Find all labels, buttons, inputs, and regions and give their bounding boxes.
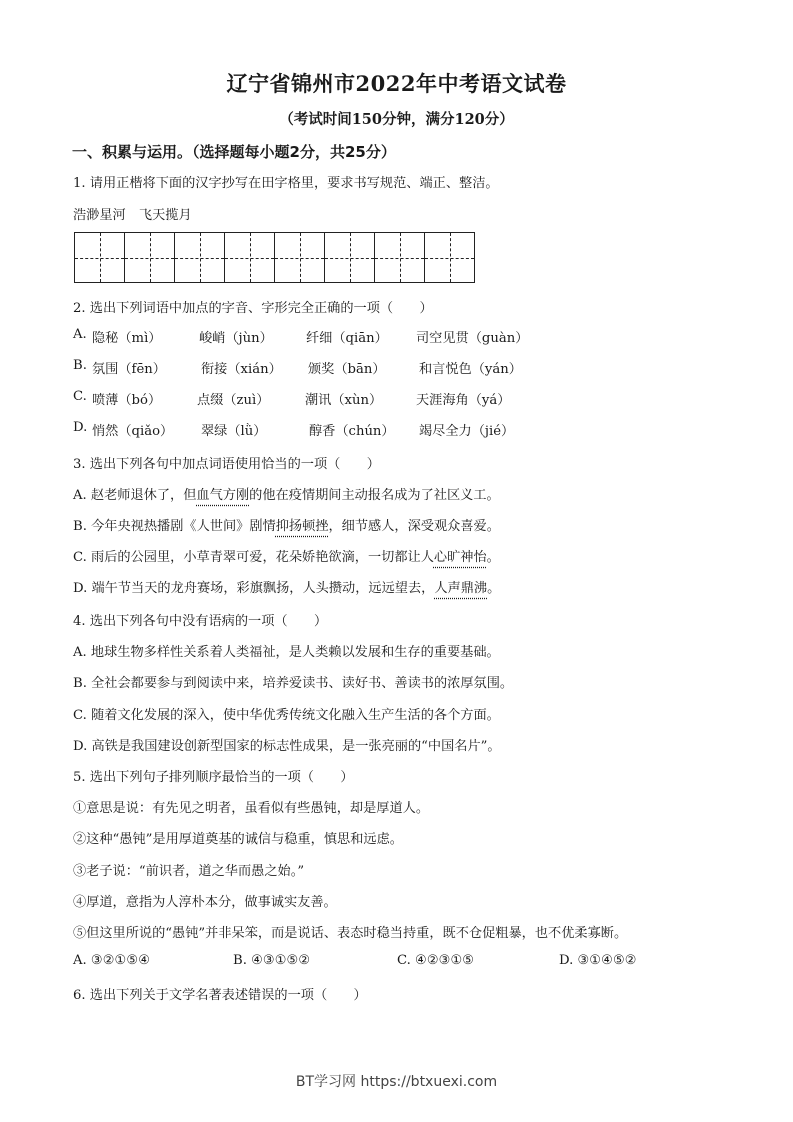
q5-stem: 5. 选出下列句子排列顺序最恰当的一项（ ） xyxy=(73,770,354,785)
emphasized-phrase: 血气方刚 xyxy=(196,488,250,503)
q4-option-a: A. 地球生物多样性关系着人类福祉，是人类赖以发展和生存的重要基础。 xyxy=(73,645,500,660)
emphasized-phrase: 人声鼎沸 xyxy=(434,581,488,596)
grid-cell[interactable] xyxy=(375,233,425,282)
grid-cell[interactable] xyxy=(75,233,125,282)
watermark-footer: BT学习网 https://btxuexi.com xyxy=(295,1074,498,1090)
q5-option-a: A. ③②①⑤④ xyxy=(73,953,151,968)
tianzige-grid[interactable] xyxy=(74,232,475,283)
q5-sentence-3: ③老子说：“前识者，道之华而愚之始。” xyxy=(73,864,305,879)
exam-subtitle: （考试时间150分钟，满分120分） xyxy=(279,111,514,128)
q1-stem: 1. 请用正楷将下面的汉字抄写在田字格里，要求书写规范、端正、整洁。 xyxy=(73,176,499,191)
grid-cell[interactable] xyxy=(275,233,325,282)
q3-option-a: A. 赵老师退休了，但血气方刚的他在疫情期间主动报名成为了社区义工。 xyxy=(73,488,500,503)
q4-option-d: D. 高铁是我国建设创新型国家的标志性成果，是一张亮丽的“中国名片”。 xyxy=(73,739,501,754)
q6-stem: 6. 选出下列关于文学名著表述错误的一项（ ） xyxy=(73,988,367,1003)
q5-sentence-4: ④厚道，意指为人淳朴本分，做事诚实友善。 xyxy=(73,895,337,910)
q1-phrase: 浩渺星河 飞天揽月 xyxy=(73,208,192,223)
q5-sentence-1: ①意思是说：有先见之明者，虽看似有些愚钝，却是厚道人。 xyxy=(73,801,430,816)
q5-option-c: C. ④②③①⑤ xyxy=(397,953,475,968)
q4-stem: 4. 选出下列各句中没有语病的一项（ ） xyxy=(73,614,328,629)
q4-option-c: C. 随着文化发展的深入，使中华优秀传统文化融入生产生活的各个方面。 xyxy=(73,708,500,723)
q5-sentence-5: ⑤但这里所说的“愚钝”并非呆笨，而是说话、表态时稳当持重，既不仓促粗暴，也不优柔寡断。 xyxy=(73,926,628,941)
q3-option-c: C. 雨后的公园里，小草青翠可爱，花朵娇艳欲滴，一切都让人心旷神怡。 xyxy=(73,550,500,565)
grid-cell[interactable] xyxy=(425,233,474,282)
grid-cell[interactable] xyxy=(325,233,375,282)
q5-sentence-2: ②这种“愚钝”是用厚道奠基的诚信与稳重，慎思和远虑。 xyxy=(73,832,403,847)
emphasized-phrase: 心旷神怡 xyxy=(433,550,487,565)
q3-stem: 3. 选出下列各句中加点词语使用恰当的一项（ ） xyxy=(73,457,380,472)
q2-stem: 2. 选出下列词语中加点的字音、字形完全正确的一项（ ） xyxy=(73,301,433,316)
grid-cell[interactable] xyxy=(225,233,275,282)
q4-option-b: B. 全社会都要参与到阅读中来，培养爱读书、读好书、善读书的浓厚氛围。 xyxy=(73,676,514,691)
q3-option-d: D. 端午节当天的龙舟赛场，彩旗飘扬，人头攒动，远远望去，人声鼎沸。 xyxy=(73,581,501,596)
q5-option-b: B. ④③①⑤② xyxy=(233,953,311,968)
q5-option-d: D. ③①④⑤② xyxy=(559,953,637,968)
grid-cell[interactable] xyxy=(175,233,225,282)
exam-title: 辽宁省锦州市2022年中考语文试卷 xyxy=(226,71,567,96)
grid-cell[interactable] xyxy=(125,233,175,282)
section-heading: 一、积累与运用。（选择题每小题2分，共25分） xyxy=(72,143,396,161)
q3-option-b: B. 今年央视热播剧《人世间》剧情抑扬顿挫，细节感人，深受观众喜爱。 xyxy=(73,519,500,534)
emphasized-phrase: 抑扬顿挫 xyxy=(275,519,329,534)
